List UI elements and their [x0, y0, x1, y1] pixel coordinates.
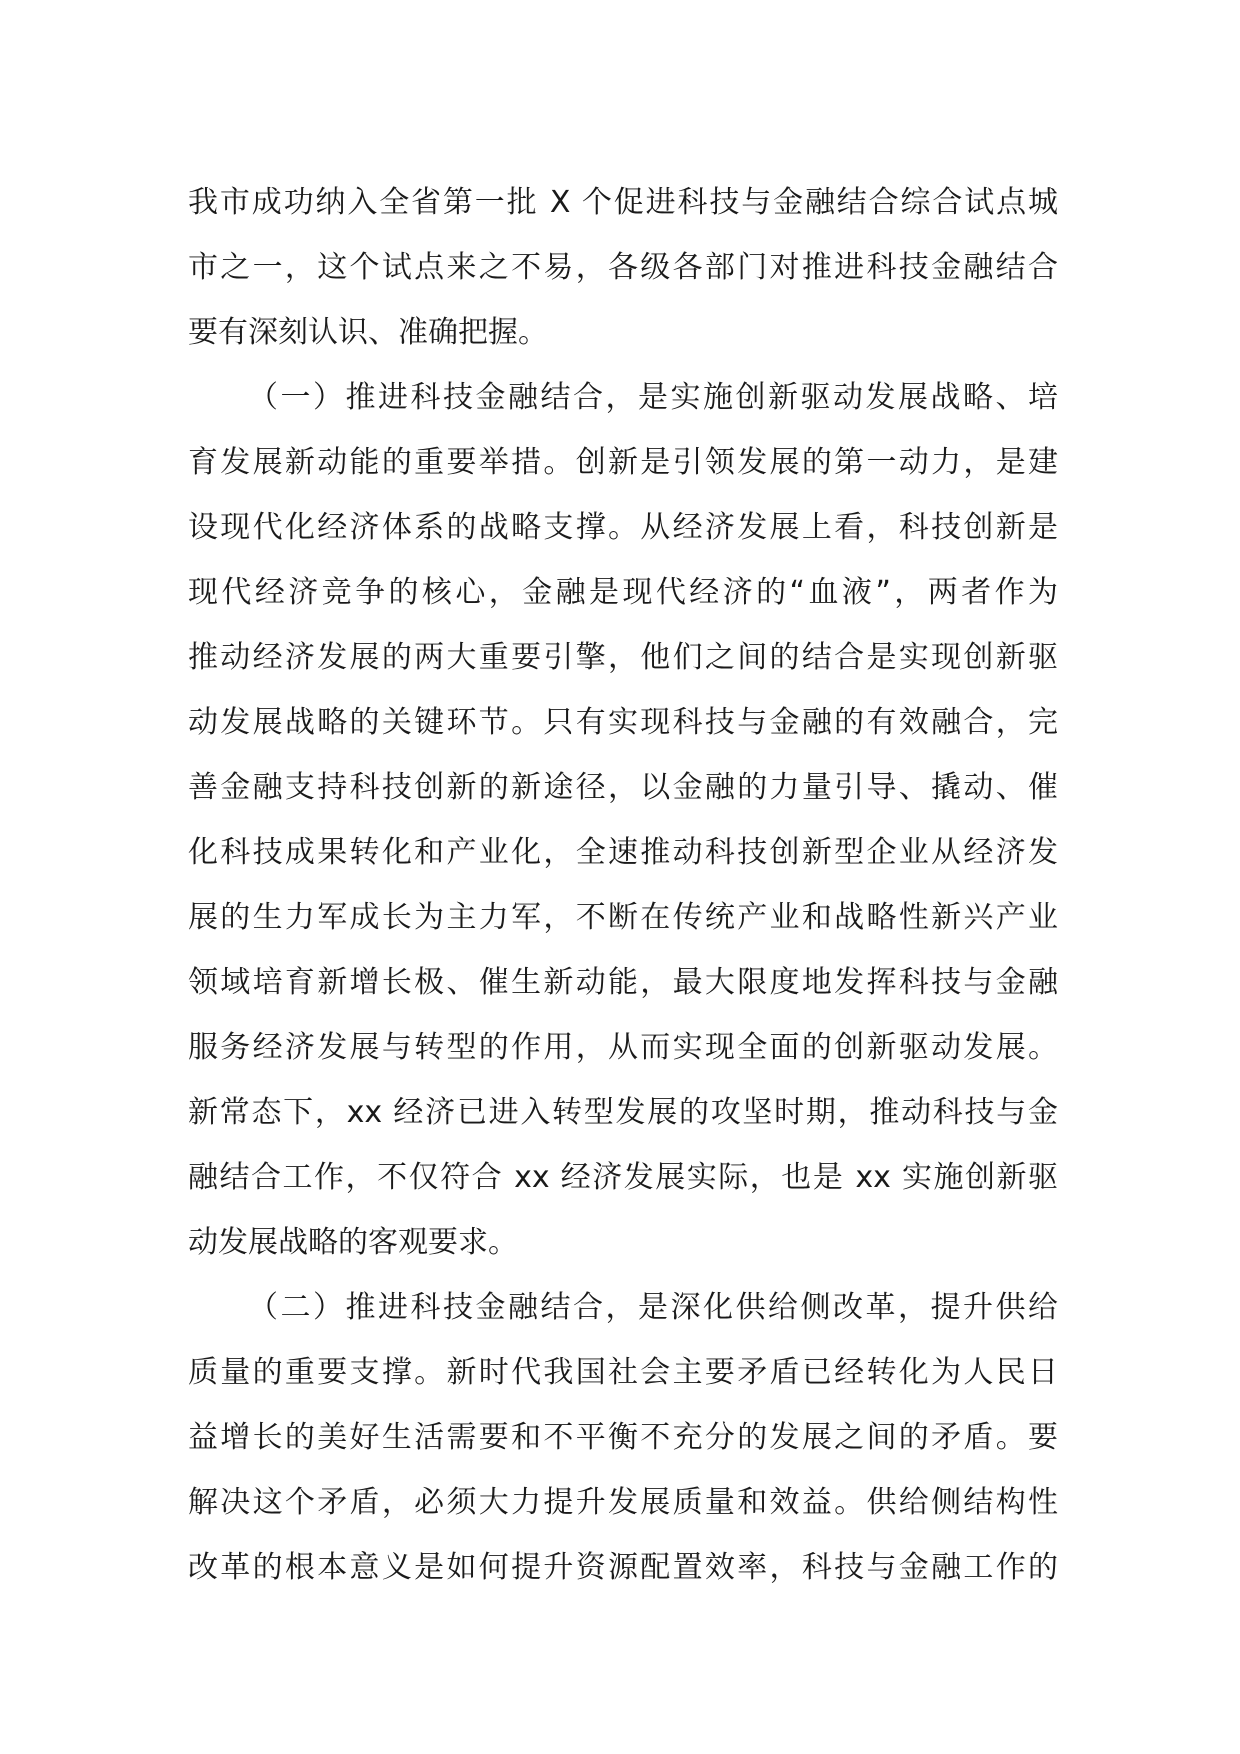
text-line: 解决这个矛盾，必须大力提升发展质量和效益。供给侧结构性: [188, 1485, 1058, 1520]
text-line: 新常态下，xx 经济已进入转型发展的攻坚时期，推动科技与金: [188, 1095, 1058, 1130]
text-line: 动发展战略的客观要求。: [188, 1225, 518, 1260]
text-line: 现代经济竞争的核心，金融是现代经济的“血液”，两者作为: [188, 575, 1058, 610]
text-line: 服务经济发展与转型的作用，从而实现全面的创新驱动发展。: [188, 1030, 1058, 1065]
body-text: [188, 170, 1058, 1600]
text-line: 化科技成果转化和产业化，全速推动科技创新型企业从经济发: [188, 835, 1058, 870]
text-line: 动发展战略的关键环节。只有实现科技与金融的有效融合，完: [188, 705, 1058, 740]
text-line: 市之一，这个试点来之不易，各级各部门对推进科技金融结合: [188, 250, 1058, 285]
text-line: 融结合工作，不仅符合 xx 经济发展实际，也是 xx 实施创新驱: [188, 1160, 1058, 1195]
text-line: 要有深刻认识、准确把握。: [188, 315, 548, 350]
text-line: 育发展新动能的重要举措。创新是引领发展的第一动力，是建: [188, 445, 1058, 480]
text-line: 益增长的美好生活需要和不平衡不充分的发展之间的矛盾。要: [188, 1420, 1058, 1455]
text-line: 领域培育新增长极、催生新动能，最大限度地发挥科技与金融: [188, 965, 1058, 1000]
paragraph-start-line: （一）推进科技金融结合，是实施创新驱动发展战略、培: [248, 380, 1058, 415]
text-line: 推动经济发展的两大重要引擎，他们之间的结合是实现创新驱: [188, 640, 1058, 675]
text-line: 质量的重要支撑。新时代我国社会主要矛盾已经转化为人民日: [188, 1355, 1058, 1390]
text-line: 展的生力军成长为主力军，不断在传统产业和战略性新兴产业: [188, 900, 1058, 935]
text-line: 设现代化经济体系的战略支撑。从经济发展上看，科技创新是: [188, 510, 1058, 545]
text-line: 改革的根本意义是如何提升资源配置效率，科技与金融工作的: [188, 1550, 1058, 1585]
text-line: 善金融支持科技创新的新途径，以金融的力量引导、撬动、催: [188, 770, 1058, 805]
paragraph-start-line: （二）推进科技金融结合，是深化供给侧改革，提升供给: [248, 1290, 1058, 1325]
text-line: 我市成功纳入全省第一批 X 个促进科技与金融结合综合试点城: [188, 185, 1058, 220]
